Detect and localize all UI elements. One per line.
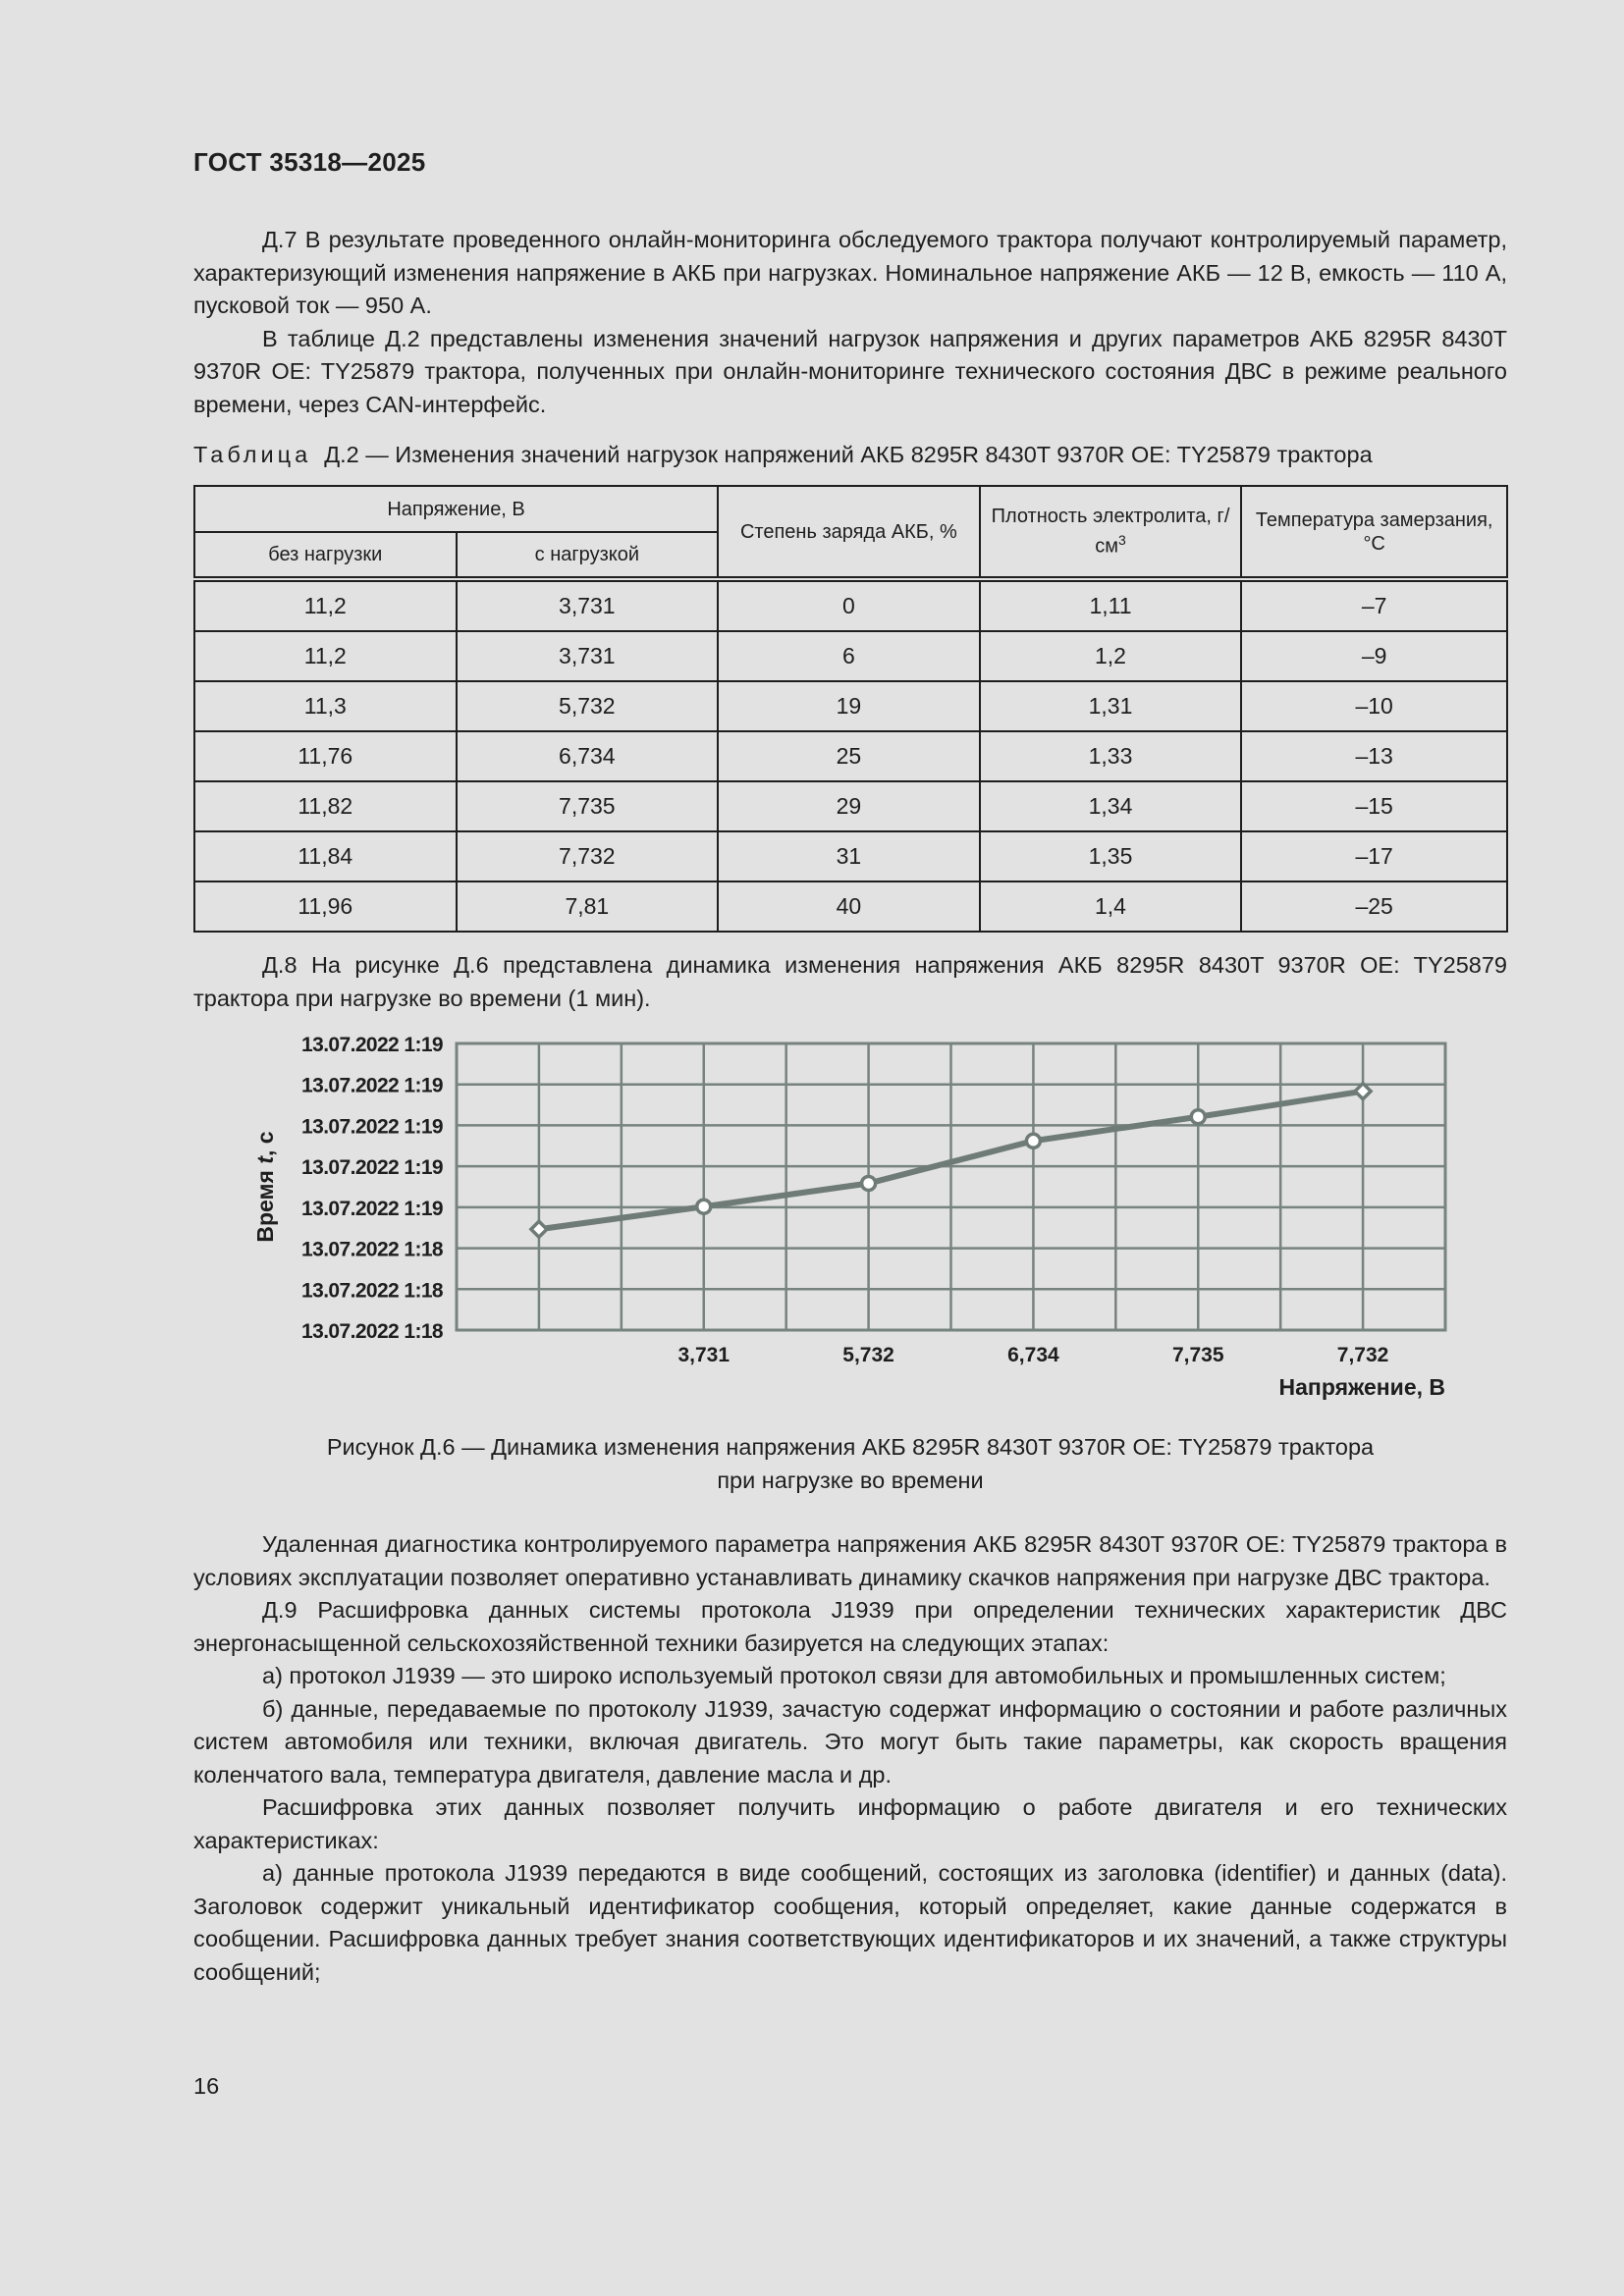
d8-section bbox=[193, 949, 1507, 1015]
cell-density: 1,2 bbox=[980, 631, 1242, 681]
x-tick-label: 7,735 bbox=[1171, 1344, 1224, 1366]
cell-charge: 19 bbox=[718, 681, 980, 731]
table-title bbox=[193, 442, 1373, 468]
paragraph-remote-diagnostics: Удаленная диагностика контролируемого параметра напряжения АКБ 8295R 8430T 9370R OE: TY25879 трактора в условиях эксплуатации позволяет оперативно устанавливать динамику скачков напряжения при нагрузке ДВС трактора. bbox=[193, 1531, 1507, 1590]
cell-with-load: 6,734 bbox=[457, 731, 719, 781]
cell-freeze: –13 bbox=[1241, 731, 1507, 781]
cell-freeze: –15 bbox=[1241, 781, 1507, 831]
cell-charge: 40 bbox=[718, 881, 980, 932]
cell-with-load: 3,731 bbox=[457, 579, 719, 631]
cell-no-load: 11,82 bbox=[194, 781, 457, 831]
list-item-b: б) данные, передаваемые по протоколу J1939, зачастую содержат информацию о состоянии и работе различных систем автомобиля или техники, включая двигатель. Это могут быть такие параметры, как скорость вращения коленчатого вала, температура двигателя, давление масла и др. bbox=[193, 1695, 1507, 1788]
table-row bbox=[194, 881, 1507, 932]
y-tick-label: 13.07.2022 1:19 bbox=[301, 1197, 443, 1220]
header-freeze: Температура замерзания, °С bbox=[1241, 486, 1507, 579]
cell-charge: 25 bbox=[718, 731, 980, 781]
paragraph-d8: Д.8 На рисунке Д.6 представлена динамика изменения напряжения АКБ 8295R 8430T 9370R OE: TY25879 трактора при нагрузке во времени (1 мин). bbox=[193, 952, 1507, 1011]
body-section bbox=[193, 1528, 1507, 1989]
cell-no-load: 11,3 bbox=[194, 681, 457, 731]
y-axis-label-unit: , с bbox=[252, 1131, 278, 1156]
x-tick-label: 3,731 bbox=[677, 1344, 731, 1366]
cell-density: 1,4 bbox=[980, 881, 1242, 932]
chart-svg bbox=[236, 1021, 1473, 1414]
table-row bbox=[194, 831, 1507, 881]
table-title-text: Д.2 — Изменения значений нагрузок напряжений АКБ 8295R 8430T 9370R OE: TY25879 трактора bbox=[324, 442, 1373, 467]
cell-no-load: 11,2 bbox=[194, 579, 457, 631]
cell-no-load: 11,2 bbox=[194, 631, 457, 681]
header-voltage: Напряжение, В bbox=[194, 486, 718, 532]
cell-freeze: –25 bbox=[1241, 881, 1507, 932]
x-axis-label: Напряжение, В bbox=[1278, 1374, 1445, 1400]
header-no-load: без нагрузки bbox=[194, 532, 457, 579]
cell-with-load: 7,735 bbox=[457, 781, 719, 831]
list-item-a2: а) данные протокола J1939 передаются в виде сообщений, состоящих из заголовка (identifier) и данных (data). Заголовок содержит уникальный идентификатор сообщения, который определяет, какие данные содержатся в сообщении. Расшифровка данных требует знания соответствующих идентификаторов и их значений, а также структуры сообщений; bbox=[193, 1860, 1507, 1985]
table-row bbox=[194, 781, 1507, 831]
x-tick-label: 7,732 bbox=[1336, 1344, 1389, 1366]
header-density bbox=[980, 486, 1242, 579]
document-code: ГОСТ 35318—2025 bbox=[193, 147, 426, 177]
data-point bbox=[1191, 1110, 1205, 1124]
cell-density: 1,34 bbox=[980, 781, 1242, 831]
paragraph-table-intro: В таблице Д.2 представлены изменения значений нагрузок напряжения и других параметров АКБ 8295R 8430T 9370R OE: TY25879 трактора, полученных при онлайн-мониторинге технического состояния ДВС в режиме реального времени, через CAN-интерфейс. bbox=[193, 325, 1507, 417]
figure-caption bbox=[193, 1431, 1507, 1497]
y-axis-label-text: Время bbox=[252, 1163, 278, 1243]
cell-density: 1,33 bbox=[980, 731, 1242, 781]
header-density-sup: 3 bbox=[1117, 532, 1126, 549]
paragraph-decoding: Расшифровка этих данных позволяет получить информацию о работе двигателя и его технических характеристиках: bbox=[193, 1794, 1507, 1853]
header-with-load: с нагрузкой bbox=[457, 532, 719, 579]
data-point bbox=[697, 1200, 711, 1213]
figure-caption-line1: Рисунок Д.6 — Динамика изменения напряжения АКБ 8295R 8430T 9370R OE: TY25879 трактора bbox=[326, 1434, 1375, 1460]
cell-freeze: –10 bbox=[1241, 681, 1507, 731]
cell-no-load: 11,84 bbox=[194, 831, 457, 881]
y-tick-label: 13.07.2022 1:19 bbox=[301, 1115, 443, 1139]
table-title-prefix: Таблица bbox=[193, 442, 312, 467]
cell-freeze: –7 bbox=[1241, 579, 1507, 631]
paragraph-d9: Д.9 Расшифровка данных системы протокола J1939 при определении технических характеристик ДВС энергонасыщенной сельскохозяйственной техники базируется на следующих этапах: bbox=[193, 1597, 1507, 1656]
cell-with-load: 3,731 bbox=[457, 631, 719, 681]
table-row bbox=[194, 631, 1507, 681]
cell-with-load: 7,81 bbox=[457, 881, 719, 932]
battery-table bbox=[193, 485, 1508, 933]
voltage-chart bbox=[236, 1021, 1473, 1414]
cell-charge: 31 bbox=[718, 831, 980, 881]
y-axis-label-var: t bbox=[252, 1155, 278, 1164]
header-charge: Степень заряда АКБ, % bbox=[718, 486, 980, 579]
y-tick-label: 13.07.2022 1:19 bbox=[301, 1074, 443, 1097]
cell-freeze: –17 bbox=[1241, 831, 1507, 881]
list-item-a: а) протокол J1939 — это широко используемый протокол связи для автомобильных и промышленных систем; bbox=[262, 1663, 1446, 1688]
cell-density: 1,11 bbox=[980, 579, 1242, 631]
table-row bbox=[194, 579, 1507, 631]
cell-with-load: 7,732 bbox=[457, 831, 719, 881]
data-point bbox=[1026, 1134, 1040, 1148]
figure-caption-line2: при нагрузке во времени bbox=[717, 1467, 984, 1493]
cell-charge: 6 bbox=[718, 631, 980, 681]
page-number: 16 bbox=[193, 2073, 220, 2099]
y-tick-label: 13.07.2022 1:19 bbox=[301, 1034, 443, 1056]
cell-charge: 29 bbox=[718, 781, 980, 831]
cell-density: 1,35 bbox=[980, 831, 1242, 881]
y-tick-label: 13.07.2022 1:18 bbox=[301, 1279, 443, 1303]
y-tick-label: 13.07.2022 1:18 bbox=[301, 1320, 443, 1343]
y-tick-label: 13.07.2022 1:19 bbox=[301, 1156, 443, 1180]
cell-no-load: 11,76 bbox=[194, 731, 457, 781]
intro-section bbox=[193, 224, 1507, 421]
y-axis-label bbox=[252, 1131, 278, 1242]
cell-density: 1,31 bbox=[980, 681, 1242, 731]
x-tick-label: 5,732 bbox=[842, 1344, 894, 1366]
table-row bbox=[194, 681, 1507, 731]
cell-with-load: 5,732 bbox=[457, 681, 719, 731]
cell-freeze: –9 bbox=[1241, 631, 1507, 681]
paragraph-d7: Д.7 В результате проведенного онлайн-мониторинга обследуемого трактора получают контролируемый параметр, характеризующий изменения напряжение в АКБ при нагрузках. Номинальное напряжение АКБ — 12 В, емкость — 110 А, пусковой ток — 950 А. bbox=[193, 227, 1507, 318]
x-tick-label: 6,734 bbox=[1007, 1344, 1059, 1366]
cell-no-load: 11,96 bbox=[194, 881, 457, 932]
table-row bbox=[194, 731, 1507, 781]
cell-charge: 0 bbox=[718, 579, 980, 631]
header-density-text: Плотность электролита, г/см bbox=[991, 506, 1230, 558]
y-tick-label: 13.07.2022 1:18 bbox=[301, 1238, 443, 1261]
data-point bbox=[862, 1176, 876, 1190]
